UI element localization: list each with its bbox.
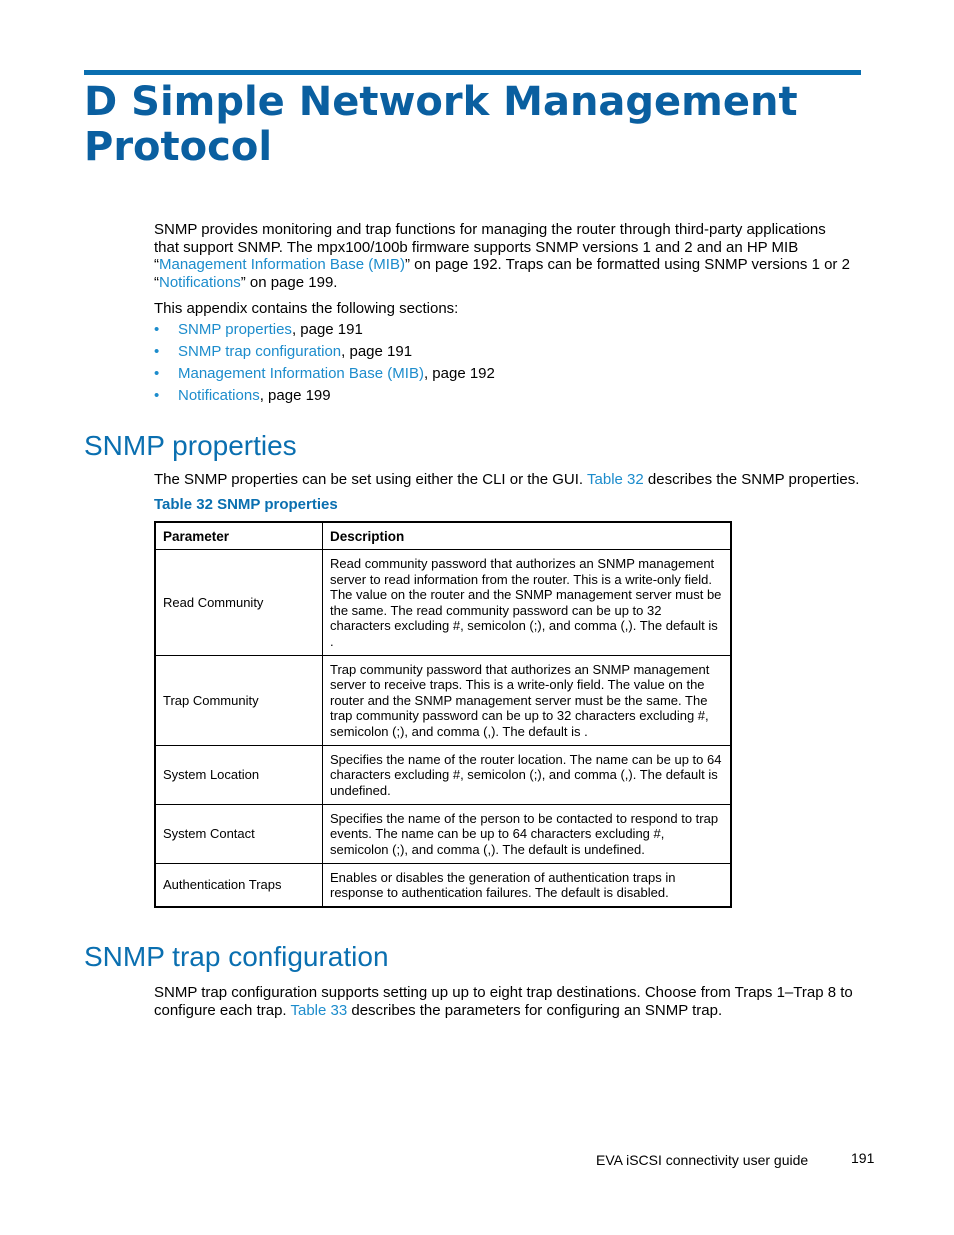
link-notifications-intro[interactable]: Notifications	[159, 273, 241, 291]
description-cell: Read community password that authorizes an SNMP management server to read information from the router. This is a write-only field. The value on the router and the SNMP management server must be the same. The read community password can be up to 32 characters excluding #, semicolon (;), and comma (,). The default is .	[323, 550, 732, 656]
description-cell: Trap community password that authorizes an SNMP management server to receive traps. This is a write-only field. The value on the router and the SNMP management server must be the same. The trap community password can be up to 32 characters excluding #, semicolon (;), and comma (,). The default is .	[323, 656, 732, 746]
page-ref: , page 191	[291, 321, 363, 338]
bullet-icon: •	[154, 365, 160, 382]
properties-text-2: describes the SNMP properties.	[643, 471, 860, 488]
snmp-properties-table	[154, 521, 732, 908]
description-cell: Enables or disables the generation of authentication traps in response to authentication failures. The default is disabled.	[323, 864, 732, 908]
page-ref: , page 192	[423, 365, 495, 382]
parameter-cell: System Contact	[155, 805, 323, 864]
description-cell: Specifies the name of the router location. The name can be up to 64 characters excluding #, semicolon (;), and comma (,). The default is undefined.	[323, 746, 732, 805]
chapter-rule	[84, 70, 861, 75]
chapter-title: D Simple Network Management Protocol	[84, 79, 798, 170]
parameter-cell: Authentication Traps	[155, 864, 323, 908]
link-snmp-trap-configuration[interactable]: SNMP trap configuration	[178, 343, 342, 360]
table-row	[155, 746, 731, 805]
list-item	[154, 342, 495, 364]
snmp-trap-paragraph	[154, 984, 869, 1019]
trap-text-2: describes the parameters for configuring an SNMP trap.	[347, 1001, 723, 1019]
link-table-32[interactable]: Table 32	[587, 471, 644, 488]
intro-text-3: ” on page 199.	[240, 273, 338, 291]
footer-guide-title: EVA iSCSI connectivity user guide	[596, 1152, 809, 1168]
table-row	[155, 656, 731, 746]
parameter-cell: Trap Community	[155, 656, 323, 746]
section-heading-snmp-trap-configuration: SNMP trap configuration	[84, 941, 389, 972]
link-snmp-properties[interactable]: SNMP properties	[178, 321, 292, 338]
bullet-icon: •	[154, 387, 160, 404]
bullet-icon: •	[154, 321, 160, 338]
link-mib[interactable]: Management Information Base (MIB)	[178, 365, 424, 382]
parameter-cell: System Location	[155, 746, 323, 805]
bullet-icon: •	[154, 343, 160, 360]
page-number: 191	[851, 1150, 875, 1166]
intro-paragraph	[154, 221, 854, 291]
table-header-row	[155, 522, 731, 550]
list-item	[154, 320, 495, 342]
link-notifications[interactable]: Notifications	[178, 387, 260, 404]
link-table-33[interactable]: Table 33	[290, 1001, 348, 1019]
table-row	[155, 550, 731, 656]
page-ref: , page 191	[341, 343, 413, 360]
sections-list	[154, 320, 495, 408]
list-item	[154, 364, 495, 386]
trap-text-1: SNMP trap configuration supports setting up up to eight trap destinations. Choose from Traps 1–Trap 8 to configure each trap.	[154, 984, 853, 1019]
column-header-parameter: Parameter	[155, 522, 323, 550]
link-mib-intro[interactable]: Management Information Base (MIB)	[159, 256, 405, 273]
intro-text-1: SNMP provides monitoring and trap functions for managing the router through third-party applications that support SNMP. The mpx100/100b firmware supports SNMP versions 1 and 2 and an HP MIB “	[154, 221, 826, 273]
page-ref: , page 199	[259, 387, 331, 404]
sections-intro: This appendix contains the following sections:	[154, 300, 459, 317]
snmp-properties-paragraph	[154, 471, 874, 489]
table-caption: Table 32 SNMP properties	[154, 496, 338, 513]
section-heading-snmp-properties: SNMP properties	[84, 430, 297, 461]
column-header-description: Description	[323, 522, 732, 550]
table-row	[155, 805, 731, 864]
properties-text-1: The SNMP properties can be set using either the CLI or the GUI.	[154, 471, 588, 488]
list-item	[154, 386, 495, 408]
intro-text-2: ” on page 192. Traps can be formatted using SNMP versions 1 or 2 “	[154, 256, 850, 291]
table-row	[155, 864, 731, 908]
description-cell: Specifies the name of the person to be contacted to respond to trap events. The name can be up to 64 characters excluding #, semicolon (;), and comma (,). The default is undefined.	[323, 805, 732, 864]
parameter-cell: Read Community	[155, 550, 323, 656]
